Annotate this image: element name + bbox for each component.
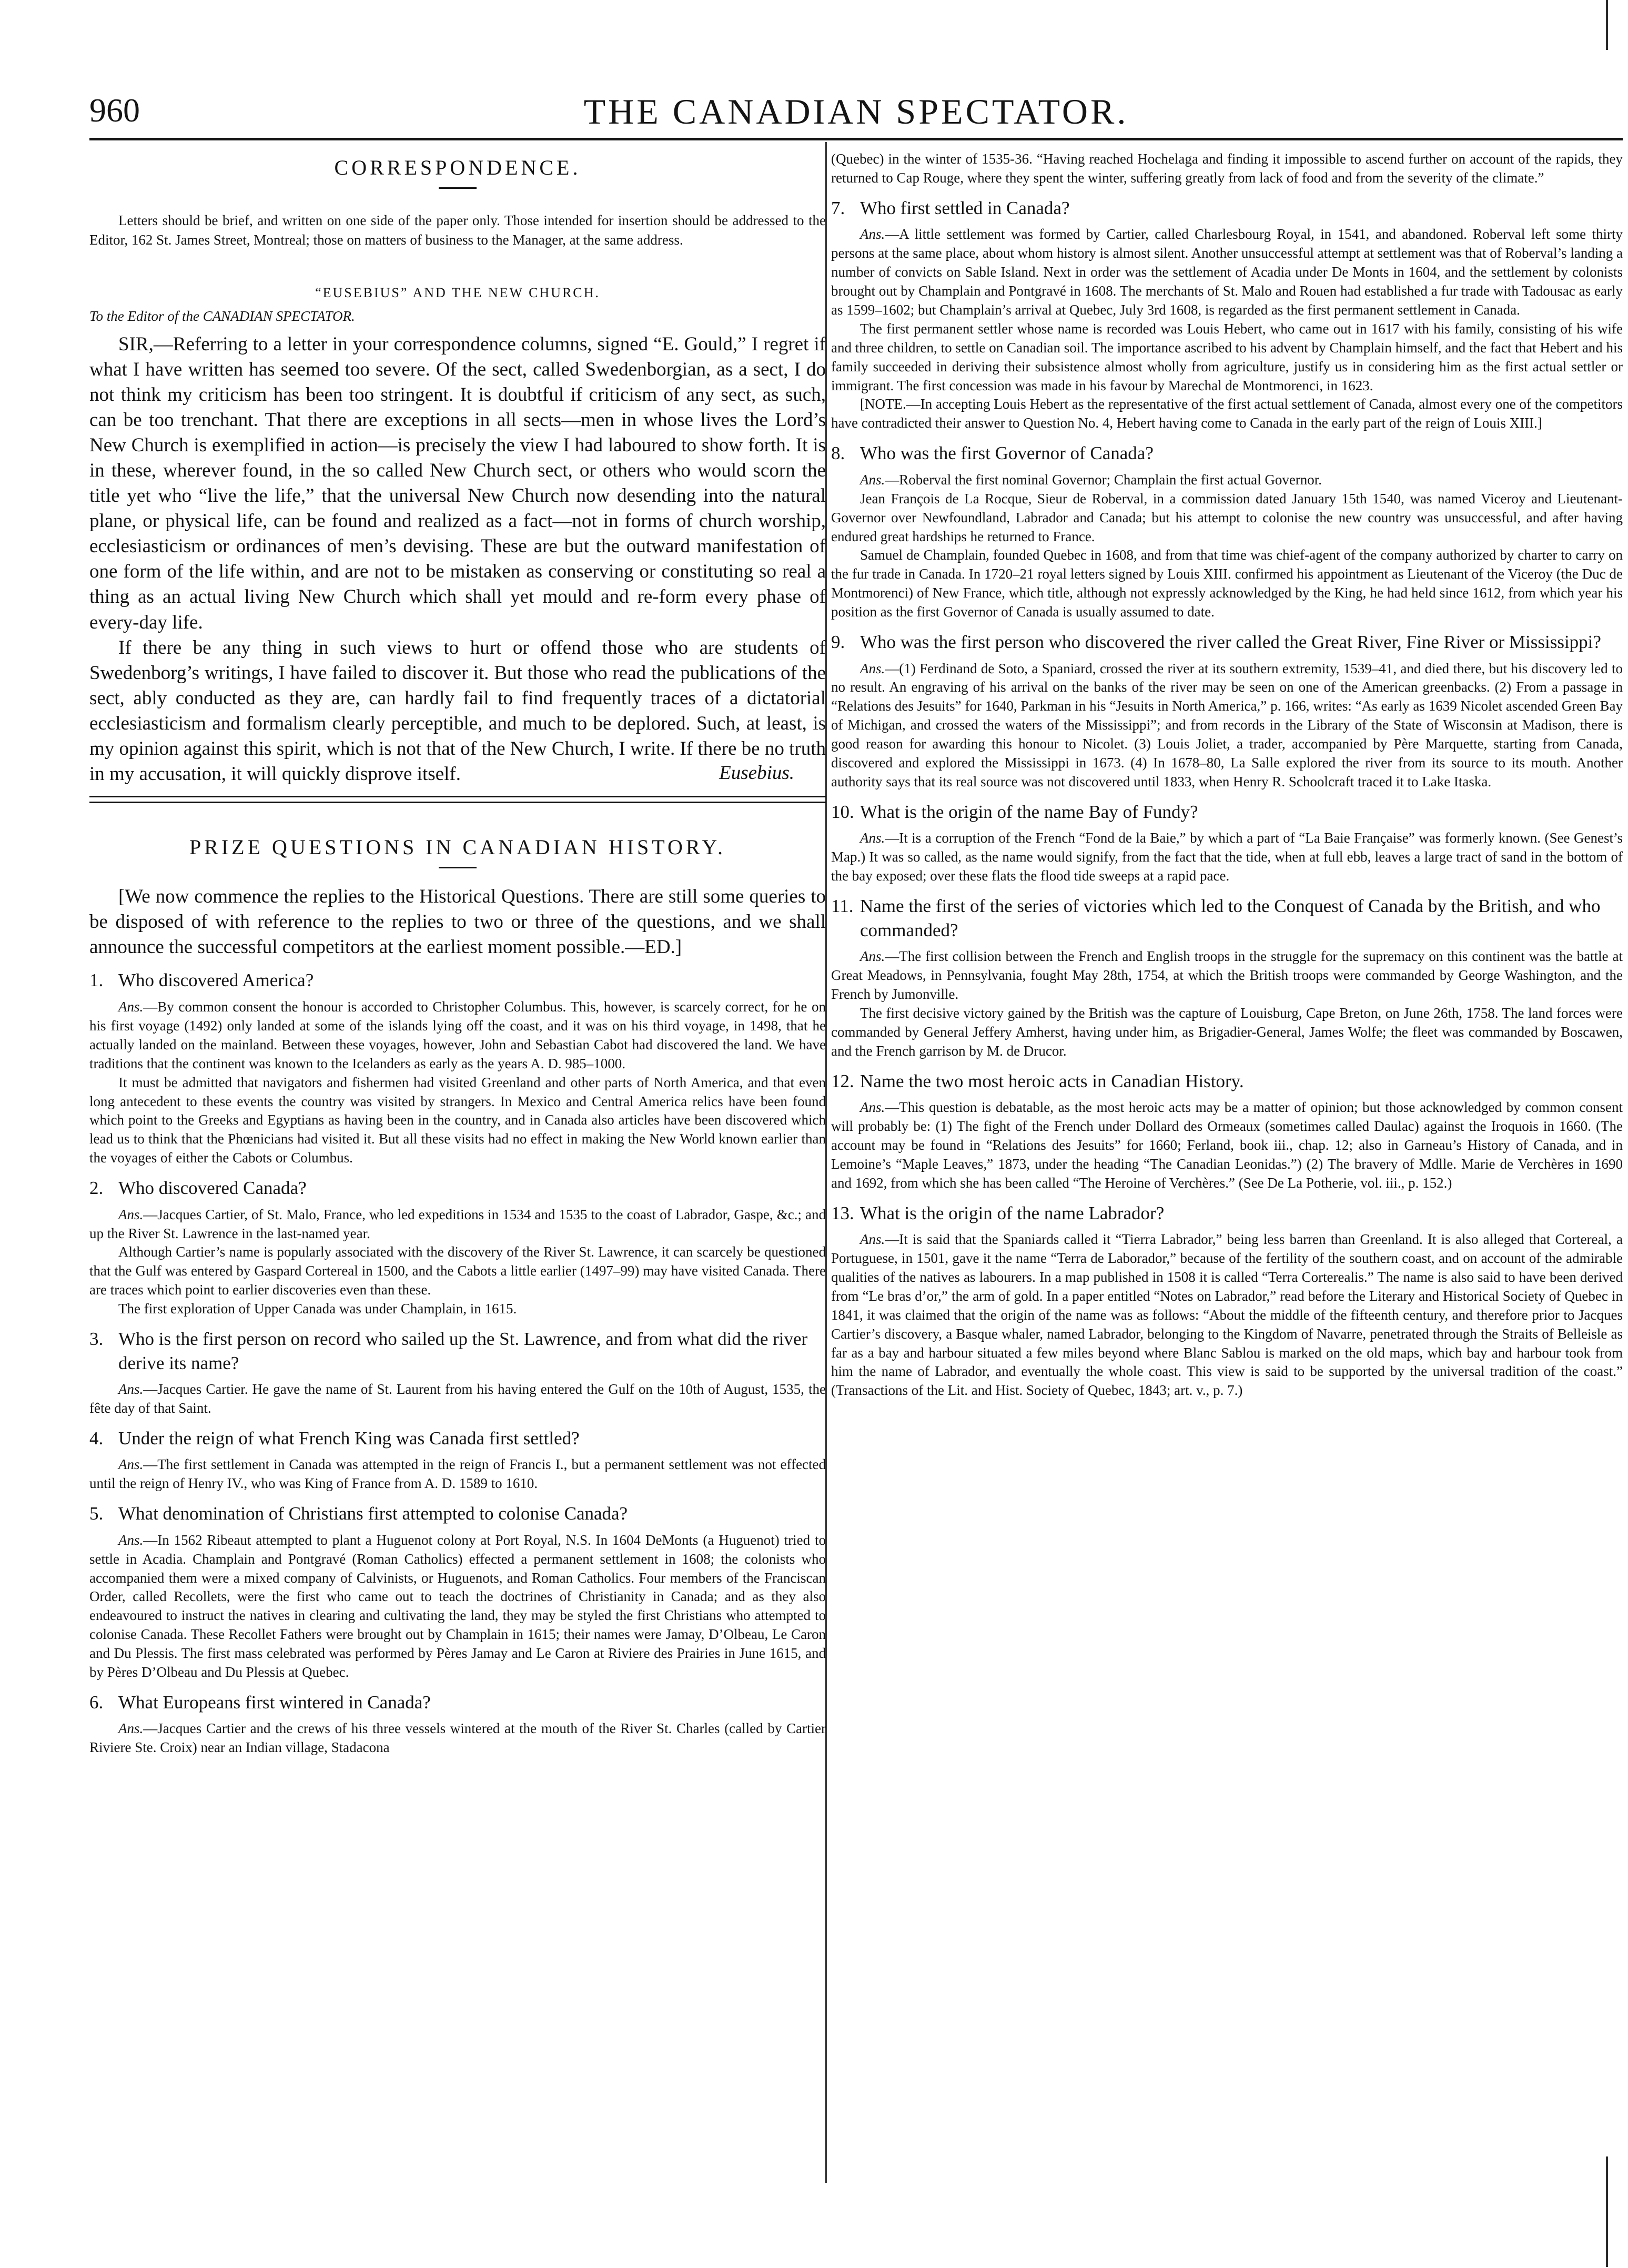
question-heading: 10. What is the origin of the name Bay of Fundy? (831, 801, 1198, 822)
answer-paragraph: The first decisive victory gained by the British was the capture of Louisburg, Cape Breton, on June 26th, 1758. The land forces were commanded by General Jeffery Amherst, having under him, as Brigadier-General, James Wolfe; the fleet was commanded by Boscawen, and the French garrison by M. de Drucor. (831, 1005, 1623, 1059)
answer-paragraph: Ans.—It is a corruption of the French “Fond de la Baie,” by which a part of “La Baie Française” was formerly known. (See Genest’s Map.) It was so called, as the name would signify, from the fact that the tide, when at full ebb, leaves a large tract of sand in the bottom of the bay exposed; over these flats the flood tide sweeps at a rapid pace. (831, 830, 1623, 884)
answer-paragraph: Ans.—It is said that the Spaniards called it “Tierra Labrador,” being less barren than Greenland. It is also alleged that Cortereal, a Portuguese, in 1501, gave it the name “Terra de Laborador,” because of the fertility of the southern coast, and on account of the admirable qualities of the natives as labourers. In a map published in 1508 it is called “Terra Corterealis.” The name is also said to have been derived from “Le bras d’or,” the arm of gold. In a paper entitled “Notes on Labrador,” read before the Literary and Historical Society of Quebec in 1841, it was claimed that the origin of the name was as follows: “About the middle of the fifteenth century, and therefore prior to Jacques Cartier’s discovery, a Basque whaler, named Labrador, belonging to the Kingdom of Navarre, penetrated through the Straits of Belleisle as far as a bay and harbour situated a few miles beyond where Blanc Sablou is marked on the old maps, which bay and harbour took from him the name of Labrador, and eventually the whole coast. This view is said to be supported by the universal tradition of the coast.” (Transactions of the Lit. and Hist. Society of Quebec, 1843; art. v., p. 7.) (831, 1231, 1623, 1399)
letter-title: “EUSEBIUS” AND THE NEW CHURCH. (315, 285, 600, 300)
answer-paragraph: Ans.—Roberval the first nominal Governor; Champlain the first actual Governor. (860, 471, 1322, 488)
answer-continuation: (Quebec) in the winter of 1535-36. “Having reached Hochelaga and finding it impossible to ascend further on account of the rapids, they returned to Cap Rouge, where they spent the winter, suffering greatly from lack of food and from the severity of the climate.” (831, 151, 1623, 186)
letter-signature: Eusebius. (719, 762, 794, 784)
answer-note: [NOTE.—In accepting Louis Hebert as the representative of the first actual settlement of Canada, almost every one of the competitors have contradicted their answer to Question No. 4, Hebert having come to Canada in the early part of the reign of Louis XIII.] (831, 396, 1623, 431)
answer-paragraph: Ans.—(1) Ferdinand de Soto, a Spaniard, crossed the river at its southern extremity, 1539–41, and died there, but his discovery led to no result. An engraving of his arrival on the banks of the river may be seen on one of the American greenbacks. (2) From a passage in “Relations des Jesuits” for 1640, Parkman in his “Jesuits in North America,” p. 166, writes: “As early as 1639 Nicolet ascended Green Bay of Michigan, and crossed the waters of the Mississippi”; and from records in the Library of the State of Wisconsin at Madison, there is good reason for awarding this honour to Nicolet. (3) Louis Joliet, a trader, accompanied by Père Marquette, starting from Canada, discovered and explored the Mississippi in 1673. (4) In 1678–80, La Salle explored the river from its source to its mouth. Another authority says that its real source was not discovered until 1833, when Henry R. Schoolcraft traced it to Lake Itaska. (831, 660, 1623, 789)
answer-paragraph: The first permanent settler whose name is recorded was Louis Hebert, who came out in 1617 with his family, consisting of his wife and three children, to settle on Canadian soil. The importance ascribed to his advent by Champlain himself, and the fact that Hebert and his family succeeded in deriving their subsistence almost wholly from agriculture, justify us in considering him as the first actual settler or immigrant. The first concession was made in his favour by Marechal de Montmorenci, in 1623. (831, 320, 1623, 393)
correspondence-title: CORRESPONDENCE. (334, 156, 581, 179)
question-heading: 2. Who discovered Canada? (89, 1178, 307, 1199)
page-edge-mark-bottom (1606, 2156, 1608, 2267)
answer-paragraph: Ans.—The first collision between the French and English troops in the struggle for the supremacy on this continent was the battle at Great Meadows, in Pennsylvania, fought May 28th, 1754, at which the British troops were commanded by George Washington, and the French by Jumonville. (831, 948, 1623, 1002)
answer-paragraph: Ans.—By common consent the honour is accorded to Christopher Columbus. This, however, is scarcely correct, for he on his first voyage (1492) only landed at some of the islands lying off the coast, and it was on his third voyage, in 1498, that he actually landed on the mainland. Between these voyages, however, John and Sebastian Cabot had discovered the land. We have traditions that the continent was known to the Icelanders as early as the years A. D. 985–1000. (89, 998, 826, 1071)
question-heading: 13. What is the origin of the name Labrador? (831, 1202, 1165, 1223)
page-number: 960 (89, 92, 140, 129)
answer-paragraph: Ans.—In 1562 Ribeaut attempted to plant a Huguenot colony at Port Royal, N.S. In 1604 DeMonts (a Huguenot) tried to settle in Acadia. Champlain and Pontgravé (Roman Catholics) effected a permanent settlement in 1608; the colonists who accompanied them were a mixed company of Calvinists, or Huguenots, and Roman Catholics. Four members of the Franciscan Order, called Recollets, were the first who came out to teach the doctrines of Christianity in Canada; and as they also endeavoured to instruct the natives in clearing and cultivating the land, they may be styled the first Christians who attempted to colonise Canada. These Recollet Fathers were brought out by Champlain in 1615; their names were Jamay, D’Olbeau, Le Caron and Du Plessis. The first mass celebrated was performed by Pères Jamay and Le Caron at Riviere des Prairies in June 1615, and by Pères D’Olbeau and Du Plessis at Quebec. (89, 1532, 826, 1680)
letter-paragraph: SIR,—Referring to a letter in your correspondence columns, signed “E. Gould,” I regret if what I have written has seemed too severe. Of the sect, called Swedenborgian, as a sect, I do not think my criticism has been too stringent. It is doubtful if criticism of any sect, as such, can be too trenchant. That there are exceptions in all sects—men in whose lives the Lord’s New Church is exemplified in action—is precisely the view I had laboured to show forth. It is in these, wherever found, in the so called New Church sect, or others who would scorn the title yet who “live the life,” that the universal New Church now desending into the natural plane, or physical life, can be found and realized as a fact—not in forms of church worship, ecclesiasticism or ordinances of men’s devising. These are but the outward manifestation of one form of the life within, and are not to be mistaken as conserving or constituting so real a thing as an actual living New Church which shall yet mould and re-form every phase of every-day life. (89, 333, 826, 633)
question-heading: 3. Who is the first person on record who sailed up the St. Lawrence, and from what did the river derive its name? (89, 1329, 808, 1373)
answer-paragraph: Jean François de La Rocque, Sieur de Roberval, in a commission dated January 15th 1540, was named Viceroy and Lieutenant-Governor over Newfoundland, Labrador and Canada; but his attempt to colonise the new country was unsuccessful, and after having endured great hardships he returned to France. (831, 490, 1623, 544)
answer-paragraph: Ans.—The first settlement in Canada was attempted in the reign of Francis I., but a permanent settlement was not effected until the reign of Henry IV., who was King of France from A. D. 1589 to 1610. (89, 1456, 826, 1492)
header-rule (89, 138, 1623, 140)
section-rule (89, 802, 826, 803)
page-header (89, 94, 1623, 144)
answer-paragraph: Ans.—Jacques Cartier and the crews of his three vessels wintered at the mouth of the River St. Charles (called by Cartier Riviere Ste. Croix) near an Indian village, Stadacona (89, 1720, 826, 1756)
question-heading: 8. Who was the first Governor of Canada? (831, 443, 1154, 464)
question-heading: 7. Who first settled in Canada? (831, 197, 1070, 218)
answer-paragraph: Ans.—Jacques Cartier. He gave the name of St. Laurent from his having entered the Gulf on the 10th of August, 1535, the fête day of that Saint. (89, 1381, 826, 1416)
right-column (831, 150, 1623, 1400)
answer-paragraph: The first exploration of Upper Canada was under Champlain, in 1615. (118, 1301, 517, 1317)
editor-note: [We now commence the replies to the Historical Questions. There are still some queries to be disposed of with reference to the replies to two or three of the questions, and we shall announce the successful competitors at the earliest moment possible.—ED.] (89, 886, 826, 958)
section-rule (89, 796, 826, 797)
page-edge-mark-top (1606, 0, 1608, 50)
running-head: THE CANADIAN SPECTATOR. (583, 92, 1129, 131)
question-heading: 5. What denomination of Christians first attempted to colonise Canada? (89, 1503, 628, 1524)
correspondence-note: Letters should be brief, and written on one side of the paper only. Those intended for insertion should be addressed to the Editor, 162 St. James Street, Montreal; those on matters of business to the Manager, at the same address. (89, 212, 826, 248)
question-heading: 12. Name the two most heroic acts in Canadian History. (831, 1070, 1244, 1091)
answer-paragraph: Ans.—This question is debatable, as the most heroic acts may be a matter of opinion; but those acknowledged by common consent will probably be: (1) The fight of the French under Dollard des Ormeaux (sometimes called Daulac) against the Iroquois in 1660. (The account may be found in “Relations des Jesuits” for 1660; Ferland, book iii., chap. 12; also in Garneau’s History of Canada, and in Lemoine’s “Maple Leaves,” 1873, under the heading “The Canadian Leonidas.”) (2) The bravery of Mdlle. Marie de Verchères in 1690 and 1692, from which she has been called “The Heroine of Verchères.” (See De La Potherie, vol. iii., p. 152.) (831, 1099, 1623, 1191)
letter-address: To the Editor of the CANADIAN SPECTATOR. (89, 308, 355, 324)
question-heading: 4. Under the reign of what French King was Canada first settled? (89, 1427, 580, 1449)
question-heading: 6. What Europeans first wintered in Canada? (89, 1692, 431, 1713)
left-column (89, 150, 826, 1757)
answer-paragraph: Although Cartier’s name is popularly associated with the discovery of the River St. Lawrence, it can scarcely be questioned that the Gulf was entered by Gaspard Cortereal in 1500, and the Cabots a little earlier (1497–99) may have visited Canada. There are traces which point to earlier discoveries even than these. (89, 1244, 826, 1298)
answer-paragraph: It must be admitted that navigators and fishermen had visited Greenland and other parts of North America, and that even long antecedent to these events the country was visited by strangers. In Mexico and Central America relics have been found which point to the Greeks and Egyptians as having been in the country, and in Canada also articles have been discovered which lead us to think that the Phœnicians had visited it. But all these visits had no effect in making the New World known earlier than the voyages of either the Cabots or Columbus. (89, 1074, 826, 1166)
letter-body (89, 332, 826, 787)
answer-paragraph: Samuel de Champlain, founded Quebec in 1608, and from that time was chief-agent of the company authorized by charter to carry on the fur trade in Canada. In 1720–21 royal letters signed by Louis XIII. confirmed his appointment as Lieutenant of the Viceroy (the Duc de Montmorenci) of New France, which title, although not expressly acknowledged by the King, he had held since 1612, from which year his position as the first Governor of Canada is usually assumed to date. (831, 547, 1623, 620)
answer-paragraph: Ans.—A little settlement was formed by Cartier, called Charlesbourg Royal, in 1541, and abandoned. Roberval left some thirty persons at the same place, about whom history is almost silent. Another unsuccessful attempt at settlement was that of Roberval’s landing a number of convicts on Sable Island. Next in order was the settlement of Acadia under De Monts in 1604, and the settlement by colonists brought out by Champlain and Pontgravé in 1608. The merchants of St. Malo and Rouen had established a fur trade with Tadousac as early as 1599–1602; but Champlain’s arrival at Quebec, July 3rd 1608, is regarded as the first permanent settlement in Canada. (831, 226, 1623, 318)
title-rule (439, 867, 477, 868)
question-heading: 11. Name the first of the series of victories which led to the Conquest of Canada by the British, and who commanded? (831, 896, 1601, 940)
title-rule (439, 187, 477, 189)
prize-questions-title: PRIZE QUESTIONS IN CANADIAN HISTORY. (189, 835, 726, 859)
answer-paragraph: Ans.—Jacques Cartier, of St. Malo, France, who led expeditions in 1534 and 1535 to the coast of Labrador, Gaspe, &c.; and up the River St. Lawrence in the last-named year. (89, 1206, 826, 1241)
letter-paragraph: If there be any thing in such views to hurt or offend those who are students of Swedenborg’s writings, I have failed to discover it. But those who read the publications of the sect, ably conducted as they are, can hardly fail to find frequently traces of a dictatorial ecclesiasticism and formalism clearly perceptible, and much to be deplored. Such, at least, is my opinion against this spirit, which is not that of the New Church, I write. If there be no truth in my accusation, it will quickly disprove itself. (89, 636, 826, 785)
question-heading: 1. Who discovered America? (89, 970, 314, 991)
question-heading: 9. Who was the first person who discovered the river called the Great River, Fine River or Mississippi? (831, 632, 1601, 653)
